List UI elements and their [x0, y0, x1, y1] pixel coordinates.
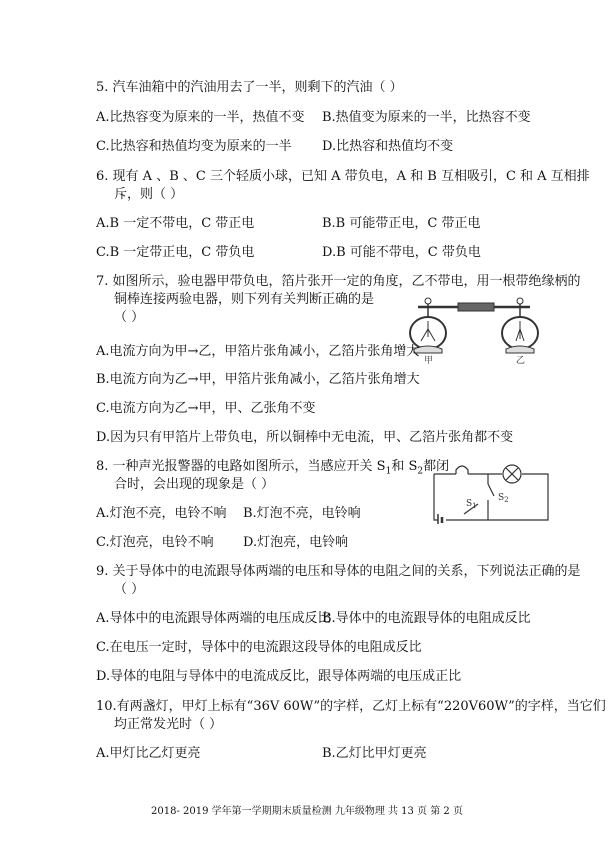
q7-stem-cont: 铜棒连接两验电器，则下列有关判断正确的是: [114, 292, 375, 307]
q9-stem-cont: （ ）: [114, 582, 145, 597]
q9-stem: 9. 关于导体中的电流跟导体两端的电压和导体的电阻之间的关系，下列说法正确的是: [96, 564, 581, 579]
q6-option-d: D.B 可能不带电，C 带负电: [322, 245, 481, 260]
q8-stem-cont: 合时，会出现的现象是（ ）: [114, 477, 275, 492]
q9-option-c: C.在电压一定时，导体中的电流跟这段导体的电阻成反比: [96, 640, 422, 655]
q7-option-d: D.因为只有甲箔片上带负电，所以铜棒中无电流，甲、乙箔片张角都不变: [96, 430, 514, 445]
q5-option-c: C.比热容和热值均变为原来的一半: [96, 139, 292, 154]
page-footer: 2018- 2019 学年第一学期期末质量检测 九年级物理 共 13 页 第 2 页: [151, 806, 463, 817]
q7-option-a: A.电流方向为甲→乙，甲箔片张角减小，乙箔片张角增大: [96, 344, 420, 359]
q6-stem: 6. 现有 A 、B 、C 三个轻质小球，已知 A 带负电，A 和 B 互相吸引，C 和 A 互相排: [96, 169, 590, 184]
q5-option-b: B.热值变为原来的一半，比热容不变: [322, 110, 531, 125]
label-s2: $S_2$: [498, 493, 509, 504]
q7-stem: 7. 如图所示，验电器甲带负电，箔片张开一定的角度，乙不带电，用一根带绝缘柄的: [96, 274, 581, 289]
q9-option-b: B.导体中的电流跟导体的电阻成反比: [322, 611, 531, 626]
q10-option-b: B.乙灯比甲灯更亮: [322, 746, 427, 761]
q9-option-a: A.导体中的电流跟导体两端的电压成反比: [96, 611, 331, 626]
q6-stem-cont: 斥，则（ ）: [114, 187, 184, 202]
q6-option-c: C.B 一定带正电，C 带负电: [96, 245, 255, 260]
q5-stem: 5. 汽车油箱中的汽油用去了一半，则剩下的汽油（ ）: [96, 80, 403, 95]
q8-stem: 8. 一种声光报警器的电路如图所示，当感应开关 $S_1$和 $S_2$都闭: [96, 459, 450, 477]
q7-option-c: C.电流方向为乙→甲，甲、乙张角不变: [96, 401, 316, 416]
q8-option-d: D.灯泡亮，电铃响: [243, 535, 349, 550]
q6-option-a: A.B 一定不带电，C 带正电: [96, 216, 255, 231]
q6-option-b: B.B 可能带正电，C 带正电: [322, 216, 481, 231]
electroscope-figure: [398, 293, 548, 365]
q8-option-c: C.灯泡亮，电铃不响: [96, 535, 214, 550]
q10-stem: 10.有两盏灯，甲灯上标有“36V 60W”的字样，乙灯上标有“220V60W”的字样，当它们: [96, 699, 606, 714]
q10-stem-cont: 均正常发光时（ ）: [114, 717, 223, 732]
q8-option-a: A.灯泡不亮，电铃不响: [96, 506, 227, 521]
label-jia: 甲: [424, 356, 434, 365]
circuit-figure: [428, 458, 552, 524]
q9-option-d: D.导体的电阻与导体中的电流成反比，跟导体两端的电压成正比: [96, 669, 462, 684]
label-s1: $S_1$: [466, 499, 477, 510]
q7-blank: （ ）: [114, 310, 145, 325]
q7-option-b: B.电流方向为乙→甲，甲箔片张角减小，乙箔片张角增大: [96, 372, 420, 387]
q5-option-d: D.比热容和热值均不变: [322, 139, 454, 154]
label-yi: 乙: [516, 356, 526, 365]
q8-option-b: B.灯泡不亮，电铃响: [243, 506, 361, 521]
q10-option-a: A.甲灯比乙灯更亮: [96, 746, 201, 761]
q5-option-a: A.比热容变为原来的一半，热值不变: [96, 110, 305, 125]
